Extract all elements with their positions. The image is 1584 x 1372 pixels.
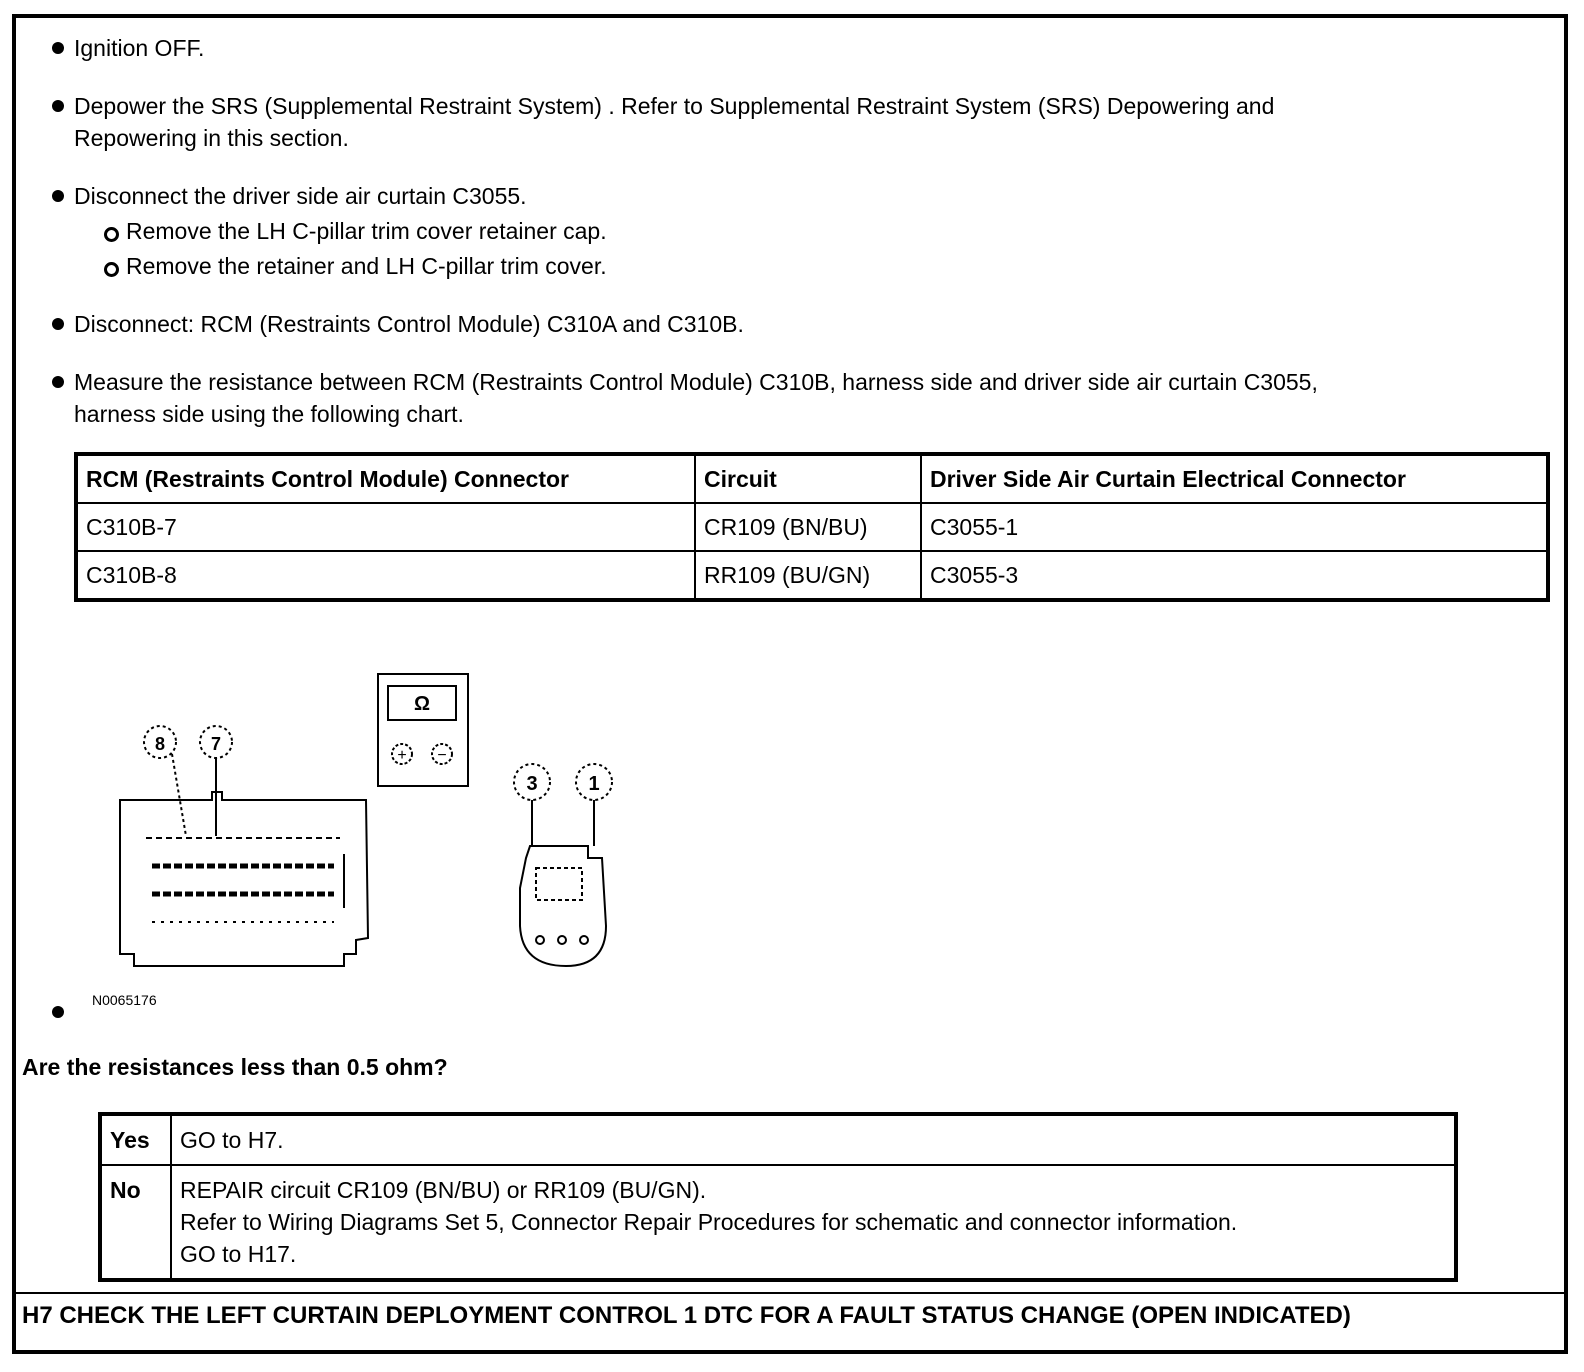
ohm-symbol: Ω [413, 693, 431, 715]
figure-id: N0065176 [92, 992, 157, 1008]
bullet-icon [52, 190, 64, 202]
table-row [100, 1165, 1456, 1280]
answer-key: Yes [100, 1114, 171, 1165]
answer-action [171, 1114, 1456, 1165]
bullet-icon [52, 376, 64, 388]
answer-line: REPAIR circuit CR109 (BN/BU) or RR109 (BU/GN). [180, 1177, 707, 1203]
step-5-cont: harness side using the following chart. [74, 401, 464, 427]
step-1: Ignition OFF. [74, 35, 205, 61]
step-4: Disconnect: RCM (Restraints Control Module) C310A and C310B. [74, 311, 744, 337]
sub-bullet-icon [104, 227, 119, 242]
rcm-pin-label: 7 [210, 734, 222, 754]
column-header: RCM (Restraints Control Module) Connector [76, 454, 695, 503]
table-cell: RR109 (BU/GN) [695, 551, 921, 600]
bullet-icon [52, 1006, 64, 1018]
bullet-icon [52, 100, 64, 112]
column-header: Driver Side Air Curtain Electrical Connector [921, 454, 1548, 503]
ohmmeter-icon [378, 674, 468, 786]
table-cell: C3055-1 [921, 503, 1548, 551]
curtain-pin-label: 1 [588, 773, 600, 795]
rcm-connector-icon [120, 726, 368, 966]
divider [16, 1292, 1564, 1294]
bullet-icon [52, 42, 64, 54]
connector-illustration [106, 668, 646, 978]
table-cell: C3055-3 [921, 551, 1548, 600]
question: Are the resistances less than 0.5 ohm? [22, 1054, 448, 1080]
answer-line: GO to H17. [180, 1241, 297, 1267]
next-step-heading: H7 CHECK THE LEFT CURTAIN DEPLOYMENT CONTROL 1 DTC FOR A FAULT STATUS CHANGE (OPEN INDICATED) [22, 1302, 1351, 1329]
step-3: Disconnect the driver side air curtain C3055. [74, 183, 527, 209]
answer-table [98, 1112, 1458, 1282]
column-header: Circuit [695, 454, 921, 503]
step-5: Measure the resistance between RCM (Restraints Control Module) C310B, harness side and driver side air curtain C3055, [74, 369, 1318, 395]
curtain-pin-label: 3 [526, 773, 538, 795]
step-2-cont: Repowering in this section. [74, 125, 349, 151]
page-frame [12, 14, 1568, 1354]
answer-action [171, 1165, 1456, 1280]
rcm-pin-label: 8 [154, 734, 166, 754]
answer-line: Refer to Wiring Diagrams Set 5, Connector Repair Procedures for schematic and connector information. [180, 1209, 1238, 1235]
substep-2: Remove the retainer and LH C-pillar trim cover. [126, 253, 607, 279]
sub-bullet-icon [104, 262, 119, 277]
table-row [100, 1114, 1456, 1165]
substep-1: Remove the LH C-pillar trim cover retainer cap. [126, 218, 607, 244]
table-cell: C310B-8 [76, 551, 695, 600]
table-row [76, 551, 1548, 600]
table-row [76, 503, 1548, 551]
table-header-row [76, 454, 1548, 503]
table-cell: CR109 (BN/BU) [695, 503, 921, 551]
meter-plus-label: + [397, 747, 407, 764]
table-cell: C310B-7 [76, 503, 695, 551]
answer-key: No [100, 1165, 171, 1280]
resistance-chart [74, 452, 1550, 602]
answer-line: GO to H7. [180, 1127, 284, 1153]
bullet-icon [52, 318, 64, 330]
step-2: Depower the SRS (Supplemental Restraint System) . Refer to Supplemental Restraint System (SRS) Depowering and [74, 93, 1275, 119]
meter-minus-label: − [437, 747, 447, 764]
